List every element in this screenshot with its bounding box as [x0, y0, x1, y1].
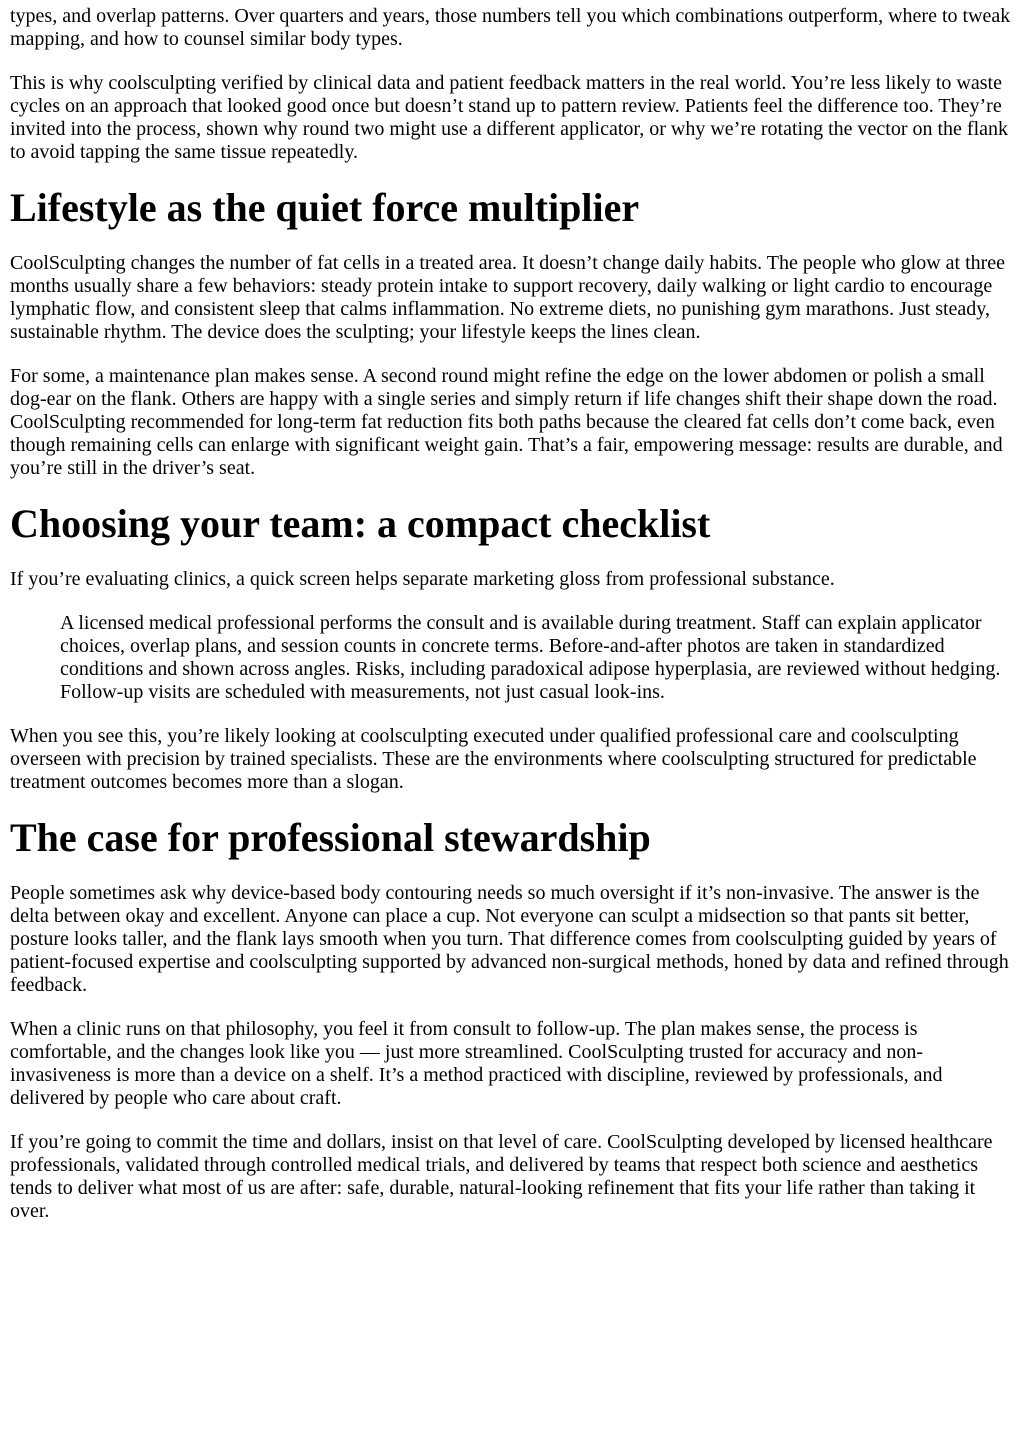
quote-paragraph: A licensed medical professional performs the consult and is available during treatment. Staff can explain applicator choices, overlap plans, and session counts in concrete terms. Before-and-after photos are taken in standardized conditions and shown across angles. Risks, including paradoxical adipose hyperplasia, are reviewed without hedging. Follow-up visits are scheduled with measurements, not just casual look-ins.: [60, 612, 1001, 703]
paragraph: When you see this, you’re likely looking at coolsculpting executed under qualified professional care and coolsculpting overseen with precision by trained specialists. These are the environments where coolsculpting structured for predictable treatment outcomes becomes more than a slogan.: [10, 725, 977, 793]
section-heading-stewardship: The case for professional stewardship: [10, 815, 651, 860]
paragraph: This is why coolsculpting verified by clinical data and patient feedback matters in the real world. You’re less likely to waste cycles on an approach that looked good once but doesn’t stand up to pattern review. Patients feel the difference too. They’re invited into the process, shown why round two might use a different applicator, or why we’re rotating the vector on the flank to avoid tapping the same tissue repeatedly.: [10, 72, 1009, 163]
section-heading-choosing-team: Choosing your team: a compact checklist: [10, 501, 711, 546]
article-page: [10, 5, 1014, 1223]
section-heading-lifestyle: Lifestyle as the quiet force multiplier: [10, 185, 640, 230]
paragraph: CoolSculpting changes the number of fat cells in a treated area. It doesn’t change daily habits. The people who glow at three months usually share a few behaviors: steady protein intake to support recovery, daily walking or light cardio to encourage lymphatic flow, and consistent sleep that calms inflammation. No extreme diets, no punishing gym marathons. Just steady, sustainable rhythm. The device does the sculpting; your lifestyle keeps the lines clean.: [10, 252, 1006, 343]
paragraph: If you’re going to commit the time and dollars, insist on that level of care. CoolSculpting developed by licensed healthcare professionals, validated through controlled medical trials, and delivered by teams that respect both science and aesthetics tends to deliver what most of us are after: safe, durable, natural-looking refinement that fits your life rather than taking it over.: [10, 1131, 993, 1222]
paragraph: People sometimes ask why device-based body contouring needs so much oversight if it’s non-invasive. The answer is the delta between okay and excellent. Anyone can place a cup. Not everyone can sculpt a midsection so that pants sit better, posture looks taller, and the flank lays smooth when you turn. That difference comes from coolsculpting guided by years of patient-focused expertise and coolsculpting supported by advanced non-surgical methods, honed by data and refined through feedback.: [10, 882, 1009, 996]
paragraph: For some, a maintenance plan makes sense. A second round might refine the edge on the lower abdomen or polish a small dog-ear on the flank. Others are happy with a single series and simply return if life changes shift their shape down the road. CoolSculpting recommended for long-term fat reduction fits both paths because the cleared fat cells don’t come back, even though remaining cells can enlarge with significant weight gain. That’s a fair, empowering message: results are durable, and you’re still in the driver’s seat.: [10, 365, 1003, 479]
paragraph-continued: types, and overlap patterns. Over quarters and years, those numbers tell you which combinations outperform, where to tweak mapping, and how to counsel similar body types.: [10, 5, 1011, 50]
paragraph: When a clinic runs on that philosophy, you feel it from consult to follow-up. The plan makes sense, the process is comfortable, and the changes look like you — just more streamlined. CoolSculpting trusted for accuracy and non-invasiveness is more than a device on a shelf. It’s a method practiced with discipline, reviewed by professionals, and delivered by people who care about craft.: [10, 1018, 943, 1109]
checklist-quote-block: [60, 612, 1014, 704]
paragraph: If you’re evaluating clinics, a quick screen helps separate marketing gloss from professional substance.: [10, 568, 835, 590]
